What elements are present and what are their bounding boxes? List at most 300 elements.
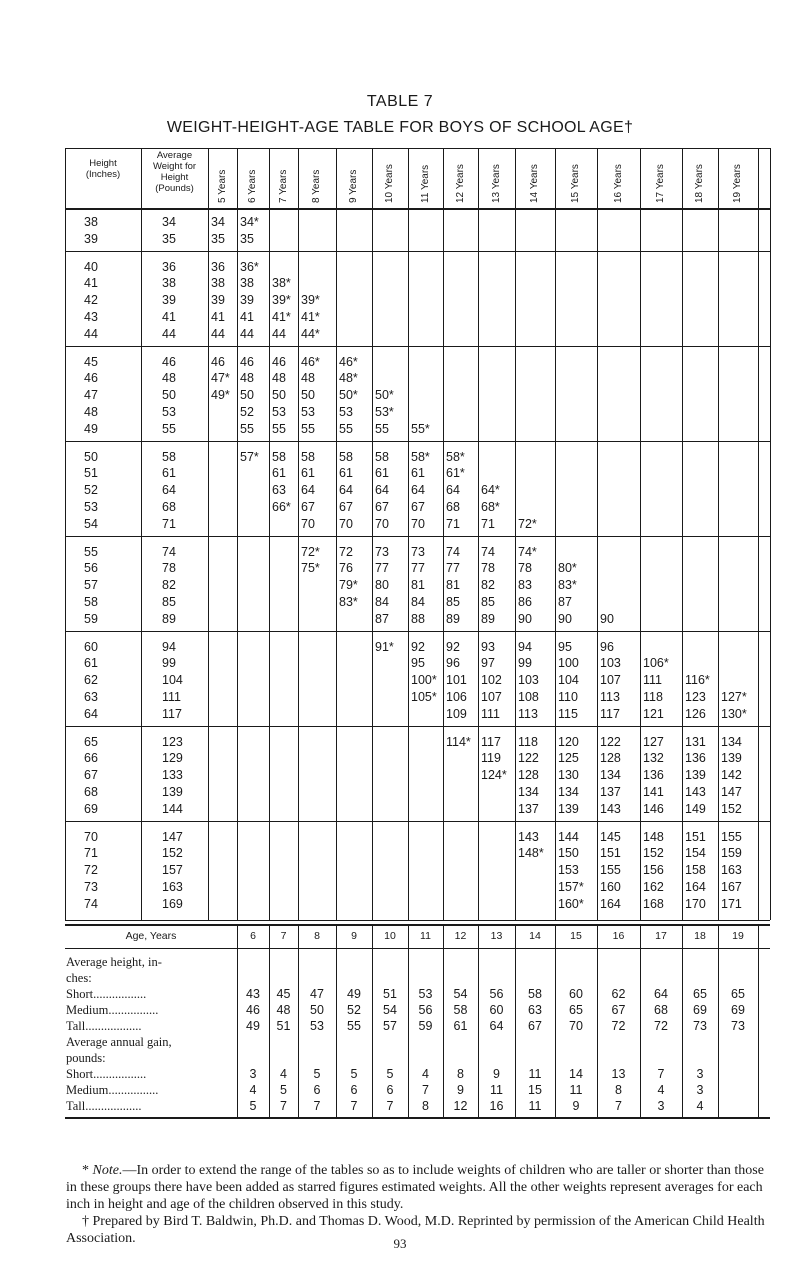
bottom-cell: 65	[693, 986, 707, 1001]
row-label: Tall..................	[66, 1018, 142, 1033]
rule	[336, 148, 337, 920]
table-cell: 148	[643, 829, 664, 844]
row-avg-weight: 58	[162, 449, 176, 464]
bottom-cell: 56	[418, 1002, 433, 1017]
bottom-cell: 61	[453, 1018, 468, 1033]
bottom-cell: 64	[489, 1018, 504, 1033]
table-cell: 53	[339, 405, 353, 419]
bottom-cell: 11	[490, 1082, 503, 1097]
row-avg-weight: 78	[162, 561, 176, 576]
table-cell: 57*	[240, 449, 259, 464]
rule	[65, 924, 66, 925]
row-avg-weight: 117	[162, 706, 182, 721]
rule	[269, 924, 270, 1117]
table-cell: 123	[685, 690, 706, 704]
table-cell: 48	[272, 371, 286, 386]
table-cell: 70	[375, 516, 389, 531]
bottom-cell: 5	[350, 1066, 358, 1081]
table-cell: 170	[685, 896, 706, 911]
rule	[298, 148, 299, 920]
footnote-star: * Note.—In order to extend the range of the tables so as to include weights of children who are taller or shorter than those in these groups there have been added as starred figures estimated weights. All the other weights represent averages for each inch in height and age of the children observed in this study.	[66, 1163, 764, 1212]
row-avg-weight: 50	[162, 388, 176, 403]
footnotes	[66, 1162, 771, 1247]
table-cell: 82	[481, 578, 495, 593]
bottom-cell: 8	[422, 1098, 429, 1113]
note-label: Note.	[92, 1163, 123, 1178]
table-cell: 146	[643, 801, 664, 816]
row-height: 52	[84, 483, 98, 498]
rule	[141, 148, 142, 920]
rule	[718, 924, 719, 1117]
row-avg-weight: 68	[162, 500, 176, 514]
table-cell: 99	[518, 656, 532, 671]
table-cell: 73	[411, 544, 425, 559]
table-cell: 64	[411, 483, 425, 498]
row-height: 61	[84, 656, 98, 671]
row-height: 65	[84, 734, 98, 749]
rule	[443, 924, 444, 1117]
bottom-cell: 60	[489, 1002, 504, 1017]
rule	[65, 148, 66, 920]
row-height: 42	[84, 293, 98, 308]
table-cell: 86	[518, 595, 532, 609]
table-cell: 96	[600, 639, 614, 654]
bottom-cell: 8	[615, 1082, 622, 1097]
table-cell: 97	[481, 656, 495, 671]
row-avg-weight: 111	[162, 690, 182, 704]
row-height: 62	[84, 673, 98, 688]
table-cell: 168	[643, 896, 664, 911]
col-header-year: 12 Years	[454, 164, 466, 203]
table-cell: 74	[481, 544, 495, 559]
row-avg-weight: 61	[162, 466, 176, 481]
table-cell: 81	[446, 578, 460, 593]
rule	[65, 924, 770, 926]
row-label: Tall..................	[66, 1098, 142, 1113]
table-cell: 61*	[446, 466, 465, 481]
table-cell: 78	[481, 561, 495, 576]
table-cell: 103	[600, 656, 621, 671]
bottom-cell: 14	[569, 1066, 583, 1081]
rule	[515, 148, 516, 920]
bottom-cell: 11	[569, 1082, 583, 1097]
col-header-year: 17 Years	[655, 164, 666, 203]
table-cell: 122	[600, 734, 621, 749]
table-cell: 147	[721, 785, 742, 799]
rule	[555, 924, 556, 1117]
col-header-year: 5 Years	[216, 169, 228, 203]
table-cell: 41*	[272, 310, 291, 324]
row-height: 55	[84, 544, 98, 559]
row-avg-weight: 64	[162, 483, 176, 498]
row-height: 69	[84, 801, 98, 816]
table-cell: 61	[411, 466, 425, 481]
table-cell: 143	[518, 829, 539, 844]
row-height: 74	[84, 896, 98, 911]
rule	[65, 631, 770, 632]
table-cell: 108	[518, 690, 539, 704]
col-header-year: 9 Years	[348, 169, 359, 203]
table-cell: 61	[301, 466, 315, 481]
table-cell: 36*	[240, 259, 259, 274]
bottom-cell: 12	[453, 1098, 468, 1113]
row-height: 59	[84, 611, 98, 626]
table-cell: 46	[240, 354, 254, 369]
rule	[640, 924, 641, 1117]
rule	[237, 924, 238, 1117]
row-height: 46	[84, 371, 98, 386]
row-height: 68	[84, 785, 98, 799]
table-cell: 48	[301, 371, 315, 386]
table-cell: 35	[211, 231, 225, 246]
age-header: 9	[351, 929, 357, 942]
bottom-cell: 7	[615, 1098, 622, 1113]
row-avg-weight: 139	[162, 785, 183, 799]
table-cell: 50*	[375, 388, 394, 403]
row-label: Short.................	[66, 1066, 147, 1081]
bottom-cell: 5	[386, 1066, 394, 1081]
bottom-cell: 48	[276, 1002, 291, 1017]
table-title: TABLE 7	[366, 93, 434, 110]
table-cell: 107	[481, 690, 502, 704]
bottom-cell: 56	[489, 986, 504, 1001]
table-cell: 38	[211, 276, 225, 291]
table-cell: 95	[411, 656, 425, 671]
table-cell: 128	[600, 751, 621, 766]
table-cell: 44	[240, 326, 254, 341]
bottom-cell: 5	[280, 1082, 287, 1097]
table-cell: 77	[375, 561, 389, 576]
table-cell: 83	[518, 578, 532, 593]
age-header: 14	[529, 929, 541, 942]
rule	[65, 920, 770, 921]
table-cell: 92	[411, 639, 425, 654]
age-label: Age, Years	[125, 929, 177, 942]
bottom-cell: 11	[528, 1066, 542, 1081]
table-cell: 53	[272, 405, 286, 419]
rule	[443, 148, 444, 920]
row-height: 64	[84, 706, 98, 721]
row-height: 70	[84, 829, 98, 844]
table-cell: 121	[643, 706, 664, 721]
table-cell: 55	[339, 421, 353, 436]
row-avg-weight: 82	[162, 578, 176, 593]
row-height: 45	[84, 354, 98, 369]
table-cell: 47*	[211, 371, 230, 386]
bottom-cell: 50	[310, 1002, 324, 1017]
row-height: 43	[84, 310, 98, 324]
table-cell: 64	[301, 483, 315, 498]
rule	[298, 924, 299, 1117]
table-cell: 131	[685, 734, 706, 749]
row-height: 44	[84, 326, 98, 341]
table-cell: 39*	[272, 293, 291, 308]
table-cell: 58	[272, 449, 286, 464]
table-cell: 58	[375, 449, 389, 464]
table-cell: 87	[375, 611, 389, 626]
table-cell: 116*	[685, 673, 710, 688]
bottom-cell: 62	[611, 986, 626, 1001]
table-cell: 41	[240, 310, 254, 324]
col-header-year: 7 Years	[277, 169, 289, 203]
rule	[65, 441, 770, 442]
table-cell: 120	[558, 734, 579, 749]
row-height: 41	[84, 276, 98, 291]
age-header: 8	[314, 929, 320, 942]
rule	[682, 148, 683, 920]
table-cell: 50	[301, 388, 315, 403]
bottom-cell: 54	[383, 1002, 397, 1017]
table-cell: 145	[600, 829, 621, 844]
table-cell: 130	[558, 768, 579, 783]
row-avg-weight: 74	[162, 544, 176, 559]
table-cell: 134	[721, 734, 742, 749]
col-header-year: 10 Years	[384, 164, 395, 203]
table-cell: 48*	[339, 371, 358, 386]
col-header-year: 18 Years	[694, 164, 705, 203]
row-height: 66	[84, 751, 98, 766]
table-cell: 89	[446, 611, 460, 626]
table-cell: 77	[411, 561, 425, 576]
table-cell: 58*	[411, 449, 430, 464]
bottom-cell: 63	[528, 1002, 542, 1017]
age-header: 18	[694, 929, 706, 942]
table-cell: 91*	[375, 639, 394, 654]
table-cell: 151	[685, 829, 706, 844]
bottom-cell: 4	[696, 1098, 704, 1113]
age-header: 7	[280, 929, 287, 942]
table-cell: 142	[721, 768, 742, 783]
bottom-cell: 49	[246, 1018, 260, 1033]
table-cell: 73	[375, 544, 389, 559]
bottom-cell: 7	[422, 1082, 429, 1097]
rule	[65, 948, 770, 949]
bottom-cell: 67	[528, 1018, 542, 1033]
table-cell: 58	[339, 449, 353, 464]
table-cell: 34	[211, 215, 225, 229]
bottom-cell: 55	[347, 1018, 361, 1033]
table-cell: 71	[446, 516, 460, 531]
table-cell: 66*	[272, 500, 291, 514]
table-cell: 87	[558, 595, 572, 609]
table-cell: 46	[211, 354, 225, 369]
bottom-cell: 43	[246, 986, 260, 1001]
row-avg-weight: 35	[162, 231, 176, 246]
bottom-cell: 72	[611, 1018, 626, 1033]
bottom-cell: 5	[249, 1098, 257, 1113]
table-cell: 119	[481, 751, 501, 766]
table-cell: 44	[211, 326, 225, 341]
bottom-cell: 57	[383, 1018, 397, 1033]
table-cell: 167	[721, 880, 742, 894]
row-height: 39	[84, 231, 98, 246]
table-cell: 164	[600, 896, 621, 911]
table-cell: 126	[685, 706, 706, 721]
table-cell: 39*	[301, 293, 320, 308]
table-cell: 156	[643, 863, 664, 878]
table-cell: 118	[643, 690, 663, 704]
bottom-cell: 51	[276, 1018, 291, 1033]
table-cell: 144	[558, 829, 579, 844]
table-cell: 113	[600, 690, 620, 704]
col-header-year: 8 Years	[311, 169, 322, 203]
row-height: 63	[84, 690, 98, 704]
row-height: 71	[84, 846, 98, 861]
row-label: Medium................	[66, 1082, 159, 1097]
bottom-cell: 4	[249, 1082, 257, 1097]
table-cell: 109	[446, 706, 467, 721]
table-cell: 53	[301, 405, 315, 419]
table-cell: 96	[446, 656, 460, 671]
table-cell: 111	[643, 673, 663, 688]
row-avg-weight: 144	[162, 801, 183, 816]
rule	[65, 536, 770, 537]
table-cell: 139	[685, 768, 706, 783]
bottom-cell: 58	[528, 986, 542, 1001]
row-avg-weight: 46	[162, 354, 176, 369]
table-cell: 106	[446, 690, 467, 704]
col-header-year: 13 Years	[490, 164, 502, 203]
rule	[65, 726, 770, 727]
table-cell: 74*	[518, 544, 537, 559]
table-cell: 152	[721, 801, 742, 816]
row-height: 47	[84, 388, 98, 403]
table-cell: 153	[558, 863, 579, 878]
row-avg-weight: 34	[162, 215, 176, 229]
row-avg-weight: 89	[162, 611, 176, 626]
row-label: Short.................	[66, 986, 147, 1001]
table-cell: 70	[339, 516, 353, 531]
table-cell: 75*	[301, 561, 320, 576]
table-cell: 35	[240, 231, 254, 246]
bottom-cell: 65	[569, 1002, 583, 1017]
row-height: 60	[84, 639, 98, 654]
rule	[718, 148, 719, 920]
table-cell: 63	[272, 483, 286, 498]
row-height: 67	[84, 768, 98, 783]
row-height: 53	[84, 500, 98, 514]
col-header-year: 6 Years	[247, 169, 258, 203]
table-cell: 92	[446, 639, 460, 654]
row-avg-weight: 48	[162, 371, 176, 386]
bottom-cell: 7	[386, 1098, 394, 1113]
bottom-cell: 8	[457, 1066, 464, 1081]
table-cell: 149	[685, 801, 706, 816]
row-height: 40	[84, 259, 98, 274]
table-cell: 128	[518, 768, 539, 783]
bottom-cell: 6	[386, 1082, 394, 1097]
rule	[65, 346, 770, 347]
rule	[515, 924, 516, 1117]
table-cell: 67	[339, 500, 353, 514]
table-cell: 67	[411, 500, 425, 514]
table-cell: 152	[643, 846, 664, 861]
rule	[408, 924, 409, 1117]
table-cell: 64*	[481, 483, 500, 498]
table-cell: 130*	[721, 706, 747, 721]
bottom-cell: 65	[731, 986, 745, 1001]
age-header: 11	[420, 929, 431, 942]
table-cell: 141	[643, 785, 664, 799]
table-cell: 38*	[272, 276, 291, 291]
table-cell: 110	[558, 690, 578, 704]
table-cell: 101	[446, 673, 467, 688]
bottom-cell: 3	[696, 1066, 704, 1081]
bottom-cell: 6	[350, 1082, 358, 1097]
bottom-cell: 9	[572, 1098, 580, 1113]
table-cell: 61	[272, 466, 286, 481]
bottom-cell: 3	[249, 1066, 257, 1081]
table-cell: 113	[518, 706, 538, 721]
row-label: Medium................	[66, 1002, 159, 1017]
bottom-cell: 7	[280, 1098, 287, 1113]
table-cell: 38	[240, 276, 254, 291]
col-header-year: 11 Years	[419, 164, 431, 203]
row-height: 56	[84, 561, 98, 576]
table-cell: 134	[518, 785, 539, 799]
table-cell: 143	[685, 785, 706, 799]
table-cell: 50	[240, 388, 254, 403]
table-cell: 72*	[301, 544, 320, 559]
table-cell: 46*	[301, 354, 320, 369]
age-header: 12	[454, 929, 467, 942]
row-height: 54	[84, 516, 98, 531]
table-cell: 100	[558, 656, 579, 671]
rule	[208, 148, 209, 920]
table-cell: 58	[301, 449, 315, 464]
table-cell: 64	[446, 483, 460, 498]
table-cell: 84	[411, 595, 425, 609]
row-avg-weight: 71	[162, 516, 176, 531]
table-cell: 134	[600, 768, 621, 783]
table-cell: 84	[375, 595, 389, 609]
gain-heading: Average annual gain, pounds:	[66, 1034, 172, 1065]
rule	[372, 924, 373, 1117]
table-cell: 41*	[301, 310, 320, 324]
bottom-cell: 73	[693, 1018, 707, 1033]
row-height: 72	[84, 863, 98, 878]
table-cell: 67	[375, 500, 389, 514]
table-cell: 100*	[411, 673, 437, 688]
bottom-cell: 70	[569, 1018, 583, 1033]
rule	[65, 148, 770, 149]
table-cell: 143	[600, 801, 621, 816]
col-header-avg-weight: Average Weight for Height (Pounds)	[152, 150, 197, 194]
table-cell: 160	[600, 880, 621, 894]
rule	[478, 148, 479, 920]
rule	[65, 1117, 770, 1119]
row-avg-weight: 157	[162, 863, 183, 878]
table-cell: 72*	[518, 516, 537, 531]
table-cell: 39	[211, 293, 225, 308]
table-cell: 122	[518, 751, 539, 766]
table-cell: 118	[518, 734, 538, 749]
table-cell: 139	[558, 801, 579, 816]
row-avg-weight: 147	[162, 829, 183, 844]
table-cell: 44	[272, 326, 286, 341]
table-cell: 55	[240, 421, 254, 436]
table-cell: 89	[481, 611, 495, 626]
bottom-cell: 4	[657, 1082, 665, 1097]
table-cell: 115	[558, 706, 578, 721]
row-avg-weight: 44	[162, 326, 176, 341]
bottom-cell: 49	[347, 986, 361, 1001]
table-cell: 68	[446, 500, 460, 514]
table-cell: 55	[301, 421, 315, 436]
table-cell: 61	[339, 466, 353, 481]
table-cell: 58*	[446, 449, 465, 464]
table-cell: 160*	[558, 896, 584, 911]
